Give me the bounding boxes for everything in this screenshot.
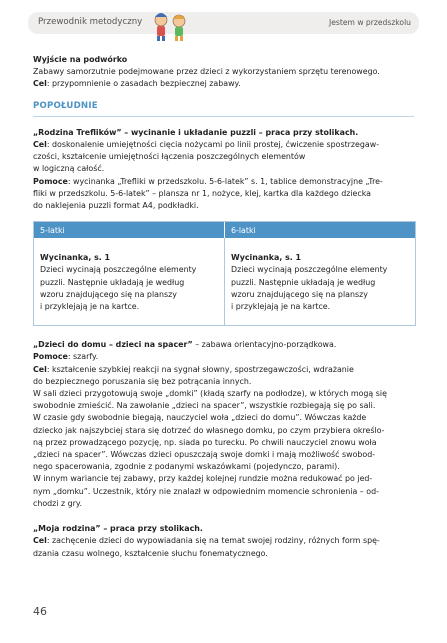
- table-body-row: [34, 238, 415, 325]
- game-body-line: chodzi z gry.: [33, 498, 82, 508]
- game-body-line: nego spacerowania, zgodnie z podanymi wskazówkami (pojedynczo, parami).: [33, 462, 340, 472]
- game-body-line: dziecko jak najszybciej stara się dotrzeć do własnego domku, po czym przybiera określo-: [33, 425, 385, 435]
- cell-text-line: puzzli. Następnie układają je według: [231, 277, 376, 287]
- game-title: „Dzieci do domu – dzieci na spacer” – zabawa orientacyjno-porządkowa.: [33, 340, 337, 350]
- header-chapter-title: Jestem w przedszkolu: [328, 18, 411, 27]
- cell-text-line: wzoru znajdującego się na planszy: [231, 289, 368, 299]
- table-header-cell: 6-latki: [224, 222, 415, 238]
- family-goal-line: dzania czasu wolnego, kształcenie słuchu fonematycznego.: [33, 548, 268, 558]
- running-header: [28, 12, 419, 34]
- table-header-cell: 5-latki: [40, 226, 65, 236]
- game-goal: Cel: kształcenie szybkiej reakcji na sygnał słowny, spostrzegawczości, wdrażanie: [33, 364, 354, 374]
- game-body-line: W czasie gdy swobodnie biegają, nauczyciel woła „dzieci do domu”. Wówczas każde: [33, 413, 367, 423]
- cell-text-line: i przyklejają je na kartce.: [231, 302, 331, 312]
- cell-text-line: Dzieci wycinają poszczególne elementy: [231, 265, 388, 275]
- cell-title: Wycinanka, s. 1: [231, 253, 302, 263]
- outdoor-text: Zabawy samorzutnie podejmowane przez dzieci z wykorzystaniem sprzętu terenowego.: [33, 67, 380, 77]
- cell-title: Wycinanka, s. 1: [40, 253, 111, 263]
- puzzle-aids: Pomoce: wycinanka „Trefliki w przedszkolu. 5-6-latek” s. 1, tablice demonstracyjne „Tre-: [33, 176, 383, 186]
- family-goal: Cel: zachęcenie dzieci do wypowiadania się na temat swojej rodziny, różnych form spę-: [33, 536, 380, 546]
- game-body-line: W sali dzieci przygotowują swoje „domki” (kładą szarfy na podłodze), w których mogą się: [33, 389, 387, 399]
- cell-text-line: Dzieci wycinają poszczególne elementy: [40, 265, 197, 275]
- game-goal-line: do bezpiecznego poruszania się bez potrącania innych.: [33, 376, 252, 386]
- puzzle-goal-line: czości, kształcenie umiejętności łączenia poszczególnych elementów: [33, 152, 306, 162]
- table-header-row: [34, 222, 415, 238]
- game-body-line: „dzieci na spacer”. Wówczas dzieci opuszczają swoje domki i mają możliwość swobod-: [33, 450, 376, 460]
- puzzle-goal: Cel: doskonalenie umiejętności cięcia nożycami po linii prostej, ćwiczenie spostrzegaw-: [33, 140, 380, 150]
- puzzle-aids-line: do naklejenia puzzli format A4, podkładki.: [33, 201, 199, 211]
- cell-text-line: wzoru znajdującego się na planszy: [40, 289, 177, 299]
- puzzle-aids-line: fliki w przedszkolu. 5-6-latek” – plansza nr 1, nożyce, klej, kartka dla każdego dziecka: [33, 188, 371, 198]
- page-number: 46: [33, 605, 47, 618]
- game-aids: Pomoce: szarfy.: [33, 352, 99, 362]
- game-body-line: swobodnie zmieścić. Na zawołanie „dzieci na spacer”, wszystkie rozbiegają się po sali.: [33, 401, 376, 411]
- family-title: „Moja rodzina” – praca przy stolikach.: [33, 524, 203, 534]
- mascots-illustration: [148, 9, 193, 43]
- age-group-table: [33, 221, 416, 326]
- header-book-title: Przewodnik metodyczny: [38, 17, 143, 27]
- game-body-line: W innym wariancie tej zabawy, przy każdej kolejnej rundzie można redukować po jed-: [33, 474, 373, 484]
- page-content: [33, 54, 414, 560]
- table-cell: [34, 238, 224, 325]
- table-cell: [224, 238, 415, 325]
- game-body-line: ną przez prowadzącego pozycję, np. siada po turecku. Po chwili nauczyciel znowu woła: [33, 437, 377, 447]
- cell-text-line: puzzli. Następnie układają je według: [40, 277, 185, 287]
- puzzle-goal-line: w logiczną całość.: [33, 164, 105, 174]
- outdoor-goal: Cel: przypomnienie o zasadach bezpiecznej zabawy.: [33, 79, 241, 89]
- section-title: POPOŁUDNIE: [33, 100, 414, 117]
- cell-text-line: i przyklejają je na kartce.: [40, 302, 140, 312]
- outdoor-title: Wyjście na podwórko: [33, 55, 128, 64]
- game-body-line: nym „domku”. Uczestnik, który nie znalazł w odpowiednim momencie schronienia – od-: [33, 486, 379, 496]
- puzzle-title: „Rodzina Treflików” – wycinanie i układanie puzzli – praca przy stolikach.: [33, 127, 359, 137]
